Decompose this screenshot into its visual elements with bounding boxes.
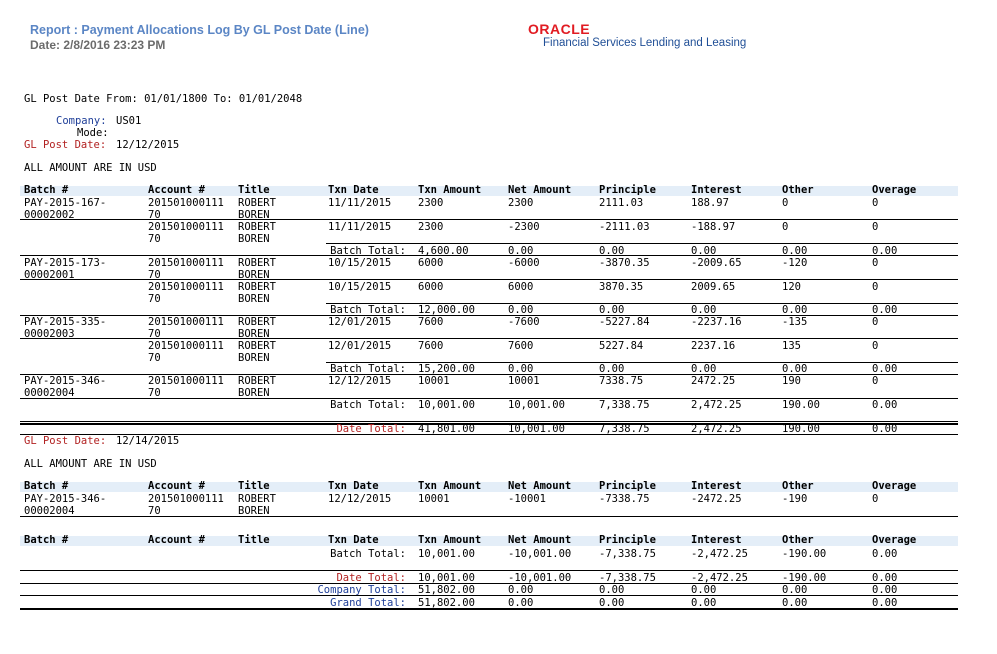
txn-date-cell: 12/01/2015 xyxy=(328,316,392,328)
batch-total-txn-amount: 15,200.00 xyxy=(418,363,475,375)
principle-cell: -3870.35 xyxy=(599,257,650,269)
batch-number: 00002002 xyxy=(24,208,75,221)
principle-cell: 5227.84 xyxy=(599,340,644,352)
other-cell: 0 xyxy=(782,221,789,233)
batch-number: PAY-2015-173- xyxy=(24,257,107,269)
net-amount-cell: 6000 xyxy=(508,281,534,293)
customer-name: ROBERT xyxy=(238,281,276,293)
batch-total-interest: 0.00 xyxy=(691,363,717,375)
customer-name: ROBERT xyxy=(238,257,276,269)
column-header-txn-amount: Txn Amount xyxy=(418,534,482,546)
date-total-2-other: -190.00 xyxy=(782,572,827,584)
column-header-overage: Overage xyxy=(872,534,917,546)
column-header-overage: Overage xyxy=(872,480,917,492)
column-header-account: Account # xyxy=(148,534,205,546)
column-header-txn-date: Txn Date xyxy=(328,534,379,546)
txn-date-cell: 12/01/2015 xyxy=(328,340,392,352)
account-number: 70 xyxy=(148,504,161,517)
other-cell: 190 xyxy=(782,375,801,387)
account-number: 201501000111 xyxy=(148,281,224,293)
interest-cell: -188.97 xyxy=(691,221,736,233)
batch-total-overage: 0.00 xyxy=(872,363,898,375)
row-divider xyxy=(20,516,958,517)
account-number: 201501000111 xyxy=(148,340,224,352)
date-total-overage: 0.00 xyxy=(872,423,898,435)
batch-total-txn-amount: 4,600.00 xyxy=(418,245,469,257)
account-number: 70 xyxy=(148,208,161,221)
column-header-txn-date: Txn Date xyxy=(328,184,379,196)
batch-total-principle: 0.00 xyxy=(599,363,625,375)
grand-total-interest: 0.00 xyxy=(691,597,717,609)
account-number: 201501000111 xyxy=(148,316,224,328)
customer-name: BOREN xyxy=(238,351,270,364)
column-header-principle: Principle xyxy=(599,184,656,196)
column-header-net-amount: Net Amount xyxy=(508,480,572,492)
date-total-2-overage: 0.00 xyxy=(872,572,898,584)
customer-name: ROBERT xyxy=(238,316,276,328)
net-amount-cell: -7600 xyxy=(508,316,540,328)
date-total-2-net-amount: -10,001.00 xyxy=(508,572,572,584)
principle-cell: 3870.35 xyxy=(599,281,644,293)
account-number: 70 xyxy=(148,292,161,305)
batch-number: PAY-2015-167- xyxy=(24,197,107,209)
customer-name: BOREN xyxy=(238,327,270,340)
other-cell: -135 xyxy=(782,316,808,328)
txn-amount-cell: 10001 xyxy=(418,375,450,387)
txn-date-cell: 11/11/2015 xyxy=(328,221,392,233)
batch-total-txn-amount: 10,001.00 xyxy=(418,399,475,411)
interest-cell: 2009.65 xyxy=(691,281,736,293)
customer-name: ROBERT xyxy=(238,340,276,352)
batch-number: PAY-2015-346- xyxy=(24,493,107,505)
batch-number: 00002003 xyxy=(24,327,75,340)
company-total-other: 0.00 xyxy=(782,584,808,596)
interest-cell: 188.97 xyxy=(691,197,729,209)
customer-name: ROBERT xyxy=(238,493,276,505)
company-total-txn-amount: 51,802.00 xyxy=(418,584,475,596)
column-header-batch: Batch # xyxy=(24,184,69,196)
overage-cell: 0 xyxy=(872,493,879,505)
txn-amount-cell: 7600 xyxy=(418,340,444,352)
net-amount-cell: 7600 xyxy=(508,340,534,352)
batch-total-principle: 0.00 xyxy=(599,245,625,257)
batch-total-overage: 0.00 xyxy=(872,245,898,257)
interest-cell: 2472.25 xyxy=(691,375,736,387)
row-divider xyxy=(20,595,958,596)
logo-subtitle: Financial Services Lending and Leasing xyxy=(543,37,747,49)
column-header-title: Title xyxy=(238,184,270,196)
overage-cell: 0 xyxy=(872,340,879,352)
grand-total-txn-amount: 51,802.00 xyxy=(418,597,475,609)
report-date: Date: 2/8/2016 23:23 PM xyxy=(30,38,166,52)
amount-note-1: ALL AMOUNT ARE IN USD xyxy=(24,162,157,174)
net-amount-cell: -6000 xyxy=(508,257,540,269)
batch-total-other: 190.00 xyxy=(782,399,820,411)
batch-total-2-label: Batch Total: xyxy=(330,548,406,560)
net-amount-cell: -2300 xyxy=(508,221,540,233)
txn-date-cell: 10/15/2015 xyxy=(328,281,392,293)
grand-total-principle: 0.00 xyxy=(599,597,625,609)
batch-total-label: Batch Total: xyxy=(330,363,406,375)
batch-total-label: Batch Total: xyxy=(330,304,406,316)
batch-number: 00002001 xyxy=(24,268,75,281)
batch-total-2-txn-amount: 10,001.00 xyxy=(418,548,475,560)
logo-wordmark: ORACLE xyxy=(528,21,591,37)
batch-total-2-interest: -2,472.25 xyxy=(691,548,748,560)
company-total-overage: 0.00 xyxy=(872,584,898,596)
batch-total-overage: 0.00 xyxy=(872,399,898,411)
company-total-principle: 0.00 xyxy=(599,584,625,596)
amount-note-2: ALL AMOUNT ARE IN USD xyxy=(24,458,157,470)
batch-total-net-amount: 0.00 xyxy=(508,245,534,257)
company-label: Company: xyxy=(56,115,107,127)
column-header-title: Title xyxy=(238,480,270,492)
txn-amount-cell: 2300 xyxy=(418,197,444,209)
overage-cell: 0 xyxy=(872,375,879,387)
principle-cell: 2111.03 xyxy=(599,197,644,209)
batch-total-net-amount: 10,001.00 xyxy=(508,399,565,411)
net-amount-cell: 10001 xyxy=(508,375,540,387)
net-amount-cell: 2300 xyxy=(508,197,534,209)
customer-name: ROBERT xyxy=(238,221,276,233)
date-total-2-principle: -7,338.75 xyxy=(599,572,656,584)
company-total-label: Company Total: xyxy=(317,584,406,596)
company-value: US01 xyxy=(116,115,142,127)
date-total-other: 190.00 xyxy=(782,423,820,435)
principle-cell: 7338.75 xyxy=(599,375,644,387)
column-header-principle: Principle xyxy=(599,534,656,546)
report-title: Report : Payment Allocations Log By GL Post Date (Line) xyxy=(30,23,369,37)
txn-amount-cell: 7600 xyxy=(418,316,444,328)
batch-number: 00002004 xyxy=(24,504,75,517)
oracle-logo xyxy=(528,22,746,50)
account-number: 70 xyxy=(148,268,161,281)
row-divider xyxy=(326,362,958,363)
column-header-other: Other xyxy=(782,534,814,546)
column-header-other: Other xyxy=(782,184,814,196)
gl-post-date-label-1: GL Post Date: xyxy=(24,139,107,151)
column-header-title: Title xyxy=(238,534,270,546)
batch-total-overage: 0.00 xyxy=(872,304,898,316)
account-number: 70 xyxy=(148,386,161,399)
account-number: 201501000111 xyxy=(148,197,224,209)
company-total-interest: 0.00 xyxy=(691,584,717,596)
date-total-2-txn-amount: 10,001.00 xyxy=(418,572,475,584)
overage-cell: 0 xyxy=(872,221,879,233)
batch-total-label: Batch Total: xyxy=(330,399,406,411)
customer-name: BOREN xyxy=(238,504,270,517)
batch-total-2-other: -190.00 xyxy=(782,548,827,560)
grand-total-net-amount: 0.00 xyxy=(508,597,534,609)
batch-total-principle: 0.00 xyxy=(599,304,625,316)
row-divider xyxy=(20,421,958,422)
batch-total-other: 0.00 xyxy=(782,304,808,316)
grand-total-overage: 0.00 xyxy=(872,597,898,609)
txn-amount-cell: 10001 xyxy=(418,493,450,505)
row-divider xyxy=(20,583,958,584)
batch-number: PAY-2015-335- xyxy=(24,316,107,328)
txn-date-cell: 11/11/2015 xyxy=(328,197,392,209)
column-header-other: Other xyxy=(782,480,814,492)
other-cell: 135 xyxy=(782,340,801,352)
account-number: 70 xyxy=(148,232,161,245)
column-header-overage: Overage xyxy=(872,184,917,196)
batch-total-2-principle: -7,338.75 xyxy=(599,548,656,560)
other-cell: 120 xyxy=(782,281,801,293)
net-amount-cell: -10001 xyxy=(508,493,546,505)
column-header-net-amount: Net Amount xyxy=(508,184,572,196)
overage-cell: 0 xyxy=(872,281,879,293)
customer-name: ROBERT xyxy=(238,197,276,209)
batch-total-2-overage: 0.00 xyxy=(872,548,898,560)
principle-cell: -2111.03 xyxy=(599,221,650,233)
column-header-account: Account # xyxy=(148,480,205,492)
grand-total-label: Grand Total: xyxy=(330,597,406,609)
column-header-interest: Interest xyxy=(691,534,742,546)
other-cell: -120 xyxy=(782,257,808,269)
account-number: 201501000111 xyxy=(148,493,224,505)
batch-total-net-amount: 0.00 xyxy=(508,304,534,316)
account-number: 201501000111 xyxy=(148,221,224,233)
account-number: 70 xyxy=(148,351,161,364)
batch-total-net-amount: 0.00 xyxy=(508,363,534,375)
date-total-2-interest: -2,472.25 xyxy=(691,572,748,584)
batch-total-other: 0.00 xyxy=(782,245,808,257)
date-total-txn-amount: 41,801.00 xyxy=(418,423,475,435)
date-total-label: Date Total: xyxy=(336,423,406,435)
gl-post-date-label-2: GL Post Date: xyxy=(24,435,107,447)
customer-name: BOREN xyxy=(238,386,270,399)
column-header-txn-date: Txn Date xyxy=(328,480,379,492)
row-divider xyxy=(20,219,958,220)
batch-total-2-net-amount: -10,001.00 xyxy=(508,548,572,560)
mode-label: Mode: xyxy=(77,127,109,139)
interest-cell: 2237.16 xyxy=(691,340,736,352)
batch-number: PAY-2015-346- xyxy=(24,375,107,387)
column-header-account: Account # xyxy=(148,184,205,196)
column-header-interest: Interest xyxy=(691,480,742,492)
gl-post-date-value-2: 12/14/2015 xyxy=(116,435,180,447)
grand-total-divider xyxy=(20,608,958,610)
gl-post-date-value-1: 12/12/2015 xyxy=(116,139,180,151)
column-header-batch: Batch # xyxy=(24,534,69,546)
row-divider xyxy=(326,303,958,304)
batch-total-interest: 0.00 xyxy=(691,245,717,257)
batch-total-interest: 0.00 xyxy=(691,304,717,316)
interest-cell: -2472.25 xyxy=(691,493,742,505)
overage-cell: 0 xyxy=(872,257,879,269)
date-total-principle: 7,338.75 xyxy=(599,423,650,435)
column-header-txn-amount: Txn Amount xyxy=(418,184,482,196)
batch-total-interest: 2,472.25 xyxy=(691,399,742,411)
date-total-net-amount: 10,001.00 xyxy=(508,423,565,435)
txn-date-cell: 12/12/2015 xyxy=(328,375,392,387)
overage-cell: 0 xyxy=(872,316,879,328)
column-header-net-amount: Net Amount xyxy=(508,534,572,546)
batch-total-other: 0.00 xyxy=(782,363,808,375)
account-number: 201501000111 xyxy=(148,257,224,269)
date-total-interest: 2,472.25 xyxy=(691,423,742,435)
batch-total-label: Batch Total: xyxy=(330,245,406,257)
batch-total-txn-amount: 12,000.00 xyxy=(418,304,475,316)
account-number: 70 xyxy=(148,327,161,340)
interest-cell: -2237.16 xyxy=(691,316,742,328)
customer-name: BOREN xyxy=(238,268,270,281)
grand-total-other: 0.00 xyxy=(782,597,808,609)
other-cell: -190 xyxy=(782,493,808,505)
batch-total-principle: 7,338.75 xyxy=(599,399,650,411)
customer-name: BOREN xyxy=(238,292,270,305)
column-header-batch: Batch # xyxy=(24,480,69,492)
account-number: 201501000111 xyxy=(148,375,224,387)
principle-cell: -7338.75 xyxy=(599,493,650,505)
date-total-2-label: Date Total: xyxy=(336,572,406,584)
row-divider xyxy=(20,398,958,399)
interest-cell: -2009.65 xyxy=(691,257,742,269)
batch-number: 00002004 xyxy=(24,386,75,399)
txn-amount-cell: 2300 xyxy=(418,221,444,233)
row-divider xyxy=(20,255,958,256)
txn-amount-cell: 6000 xyxy=(418,281,444,293)
column-header-txn-amount: Txn Amount xyxy=(418,480,482,492)
txn-amount-cell: 6000 xyxy=(418,257,444,269)
company-total-net-amount: 0.00 xyxy=(508,584,534,596)
customer-name: BOREN xyxy=(238,232,270,245)
column-header-principle: Principle xyxy=(599,480,656,492)
row-divider xyxy=(20,570,958,571)
overage-cell: 0 xyxy=(872,197,879,209)
gl-date-range: GL Post Date From: 01/01/1800 To: 01/01/2048 xyxy=(24,93,303,105)
principle-cell: -5227.84 xyxy=(599,316,650,328)
customer-name: ROBERT xyxy=(238,375,276,387)
row-divider xyxy=(20,279,958,280)
customer-name: BOREN xyxy=(238,208,270,221)
row-divider xyxy=(326,243,958,244)
txn-date-cell: 10/15/2015 xyxy=(328,257,392,269)
txn-date-cell: 12/12/2015 xyxy=(328,493,392,505)
other-cell: 0 xyxy=(782,197,789,209)
row-divider xyxy=(20,338,958,339)
column-header-interest: Interest xyxy=(691,184,742,196)
